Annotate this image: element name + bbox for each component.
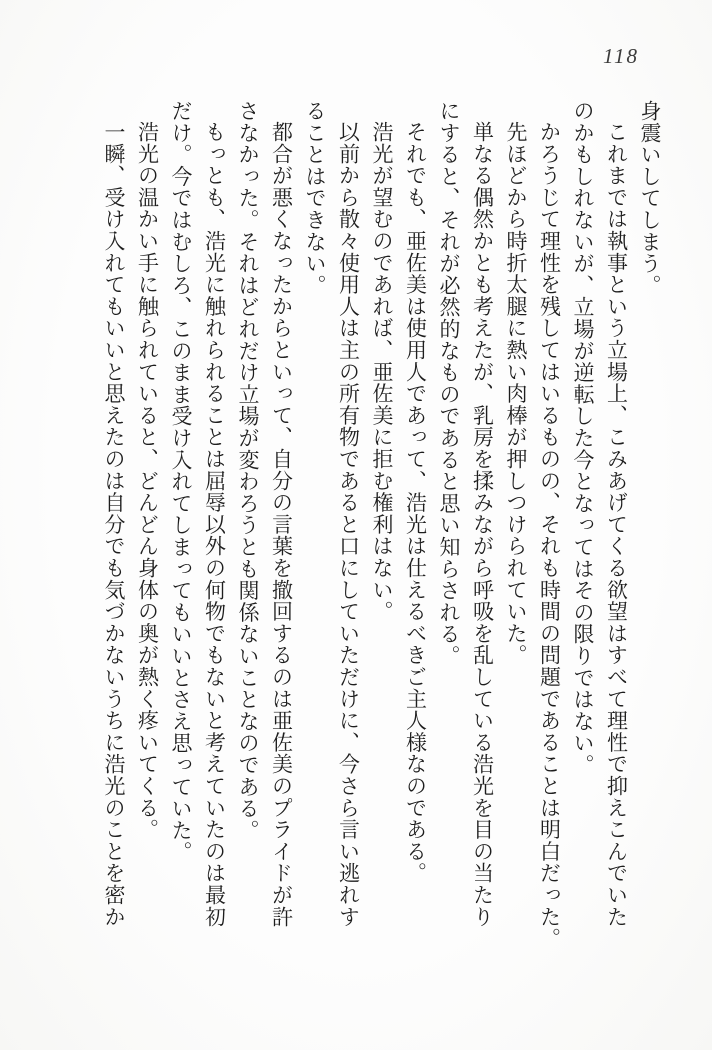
text-column: 以前から散々使用人は主の所有物であると口にしていただけに、今さら言い逃れす [336, 121, 361, 928]
page-number: 118 [603, 44, 639, 68]
text-column: 単なる偶然かとも考えたが、乳房を揉みながら呼吸を乱している浩光を目の当たり [470, 121, 495, 928]
text-column: もっとも、浩光に触れられることは屈辱以外の何物でもないと考えていたのは最初 [202, 121, 227, 928]
text-column: 都合が悪くなったからといって、自分の言葉を撤回するのは亜佐美のプライドが許 [269, 121, 294, 928]
text-column: のかもしれないが、立場が逆転した今となってはその限りではない。 [571, 100, 595, 776]
text-column: 浩光が望むのであれば、亜佐美に拒む権利はない。 [370, 121, 394, 623]
text-column: 先ほどから時折太腿に熱い肉棒が押しつけられていた。 [504, 121, 528, 666]
text-column: にすると、それが必然的なものであると思い知らされる。 [437, 100, 461, 667]
text-column: だけ。今ではむしろ、このまま受け入れてしまってもいいとさえ思っていた。 [169, 100, 193, 863]
text-column: さなかった。それはどれだけ立場が変わろうとも関係ないことなのである。 [236, 100, 260, 842]
text-column: かろうじて理性を残してはいるものの、それも時間の問題であることは明白だった。 [537, 121, 562, 950]
text-column: ることはできない。 [303, 100, 327, 297]
text-column: 一瞬、受け入れてもいいと思えたのは自分でも気づかないうちに浩光のことを密か [102, 121, 126, 928]
body-text [97, 100, 667, 972]
text-column: それでも、亜佐美は使用人であって、浩光は仕えるべきご主人様なのである。 [403, 121, 428, 884]
text-column: これまでは執事という立場上、こみあげてくる欲望はすべて理性で抑えこんでいた [604, 121, 629, 928]
text-column: 浩光の温かい手に触られていると、どんどん身体の奥が熱く疼いてくる。 [135, 121, 160, 841]
text-column: 身震いしてしまう。 [638, 100, 662, 297]
